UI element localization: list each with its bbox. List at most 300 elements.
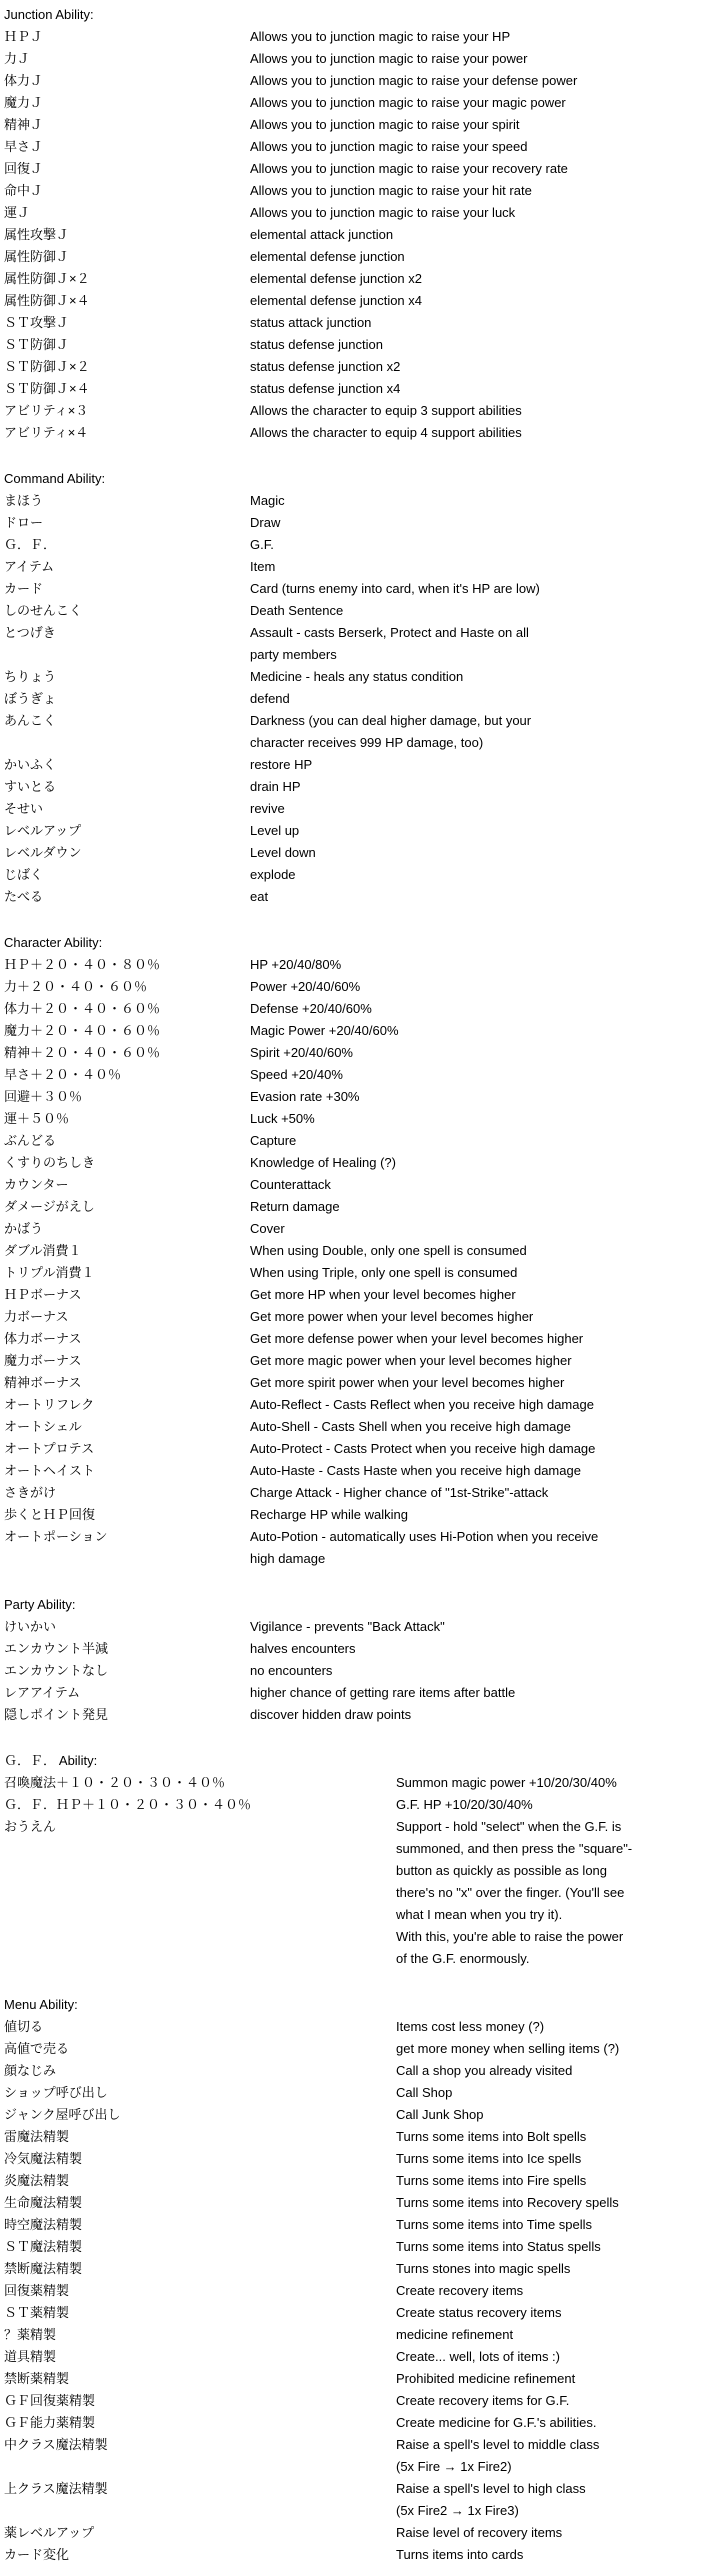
ability-row [4, 954, 718, 976]
ability-description [396, 2170, 718, 2192]
description-line: Card (turns enemy into card, when it's HP are low) [250, 581, 540, 596]
ability-name-jp: ？薬精製 [4, 2327, 57, 2342]
ability-name-jp: ＳＴ魔法精製 [4, 2239, 83, 2254]
ability-row [4, 820, 718, 842]
ability-description [250, 1394, 718, 1416]
ability-row [4, 1020, 718, 1042]
ability-row [4, 2434, 718, 2478]
ability-description [250, 1196, 718, 1218]
description-line: Darkness (you can deal higher damage, but your [250, 713, 532, 728]
ability-row [4, 2302, 718, 2324]
description-line: Turns some items into Fire spells [396, 2173, 587, 2188]
ability-description [250, 512, 718, 534]
ability-name-jp: アイテム [4, 559, 55, 574]
description-line: Call Shop [396, 2085, 453, 2100]
ability-description [250, 1616, 718, 1638]
ability-description [250, 776, 718, 798]
ability-description [250, 1240, 718, 1262]
description-line: get more money when selling items (?) [396, 2041, 620, 2056]
ability-description [250, 114, 718, 136]
ability-row [4, 1350, 718, 1372]
ability-row [4, 2478, 718, 2522]
ability-description [250, 48, 718, 70]
ability-name-jp: 精神ボーナス [4, 1375, 82, 1390]
ability-description [250, 1660, 718, 1682]
ability-name-jp: レアアイテム [4, 1685, 81, 1700]
ability-row [4, 490, 718, 512]
ability-description [250, 954, 718, 976]
ability-description [396, 2236, 718, 2258]
ability-name-jp: トリプル消費１ [4, 1265, 95, 1280]
ability-name-jp: すいとる [4, 779, 57, 794]
ability-name-jp: ＳＴ防御Ｊ×４ [4, 381, 90, 396]
ability-row [4, 2060, 718, 2082]
ability-row [4, 2236, 718, 2258]
ability-row [4, 1638, 718, 1660]
ability-description [250, 1482, 718, 1504]
ability-description [250, 1218, 718, 1240]
description-line: G.F. [250, 537, 274, 552]
ability-description [250, 490, 718, 512]
ability-name-jp: そせい [4, 801, 44, 816]
description-line: Luck +50% [250, 1111, 315, 1126]
ability-description [396, 2082, 718, 2104]
ability-description [396, 2192, 718, 2214]
ability-row [4, 180, 718, 202]
description-line: Evasion rate +30% [250, 1089, 360, 1104]
ability-row [4, 202, 718, 224]
ability-row [4, 158, 718, 180]
description-line: eat [250, 889, 269, 904]
ability-name-jp: 力ボーナス [4, 1309, 69, 1324]
ability-row [4, 1174, 718, 1196]
ability-name-jp: 高値で売る [4, 2041, 70, 2056]
ability-row [4, 1616, 718, 1638]
ability-row [4, 710, 718, 754]
description-line: G.F. HP +10/20/30/40% [396, 1797, 533, 1812]
description-line: elemental defense junction x2 [250, 271, 423, 286]
description-line: Magic Power +20/40/60% [250, 1023, 399, 1038]
ability-description [250, 26, 718, 48]
ability-name-jp: とつげき [4, 625, 56, 640]
description-line: Allows you to junction magic to raise your magic power [250, 95, 566, 110]
ability-name-jp: しのせんこく [4, 603, 83, 618]
ability-description [396, 2148, 718, 2170]
description-line: Turns some items into Recovery spells [396, 2195, 619, 2210]
ability-name-jp: 雷魔法精製 [4, 2129, 70, 2144]
ability-row [4, 114, 718, 136]
description-line: Vigilance - prevents "Back Attack" [250, 1619, 445, 1634]
description-line: Recharge HP while walking [250, 1507, 409, 1522]
ability-row [4, 356, 718, 378]
description-line: higher chance of getting rare items after battle [250, 1685, 516, 1700]
ability-description [250, 224, 718, 246]
description-line: Items cost less money (?) [396, 2019, 545, 2034]
ability-row [4, 2346, 718, 2368]
ability-description [250, 754, 718, 776]
ability-description [396, 2478, 718, 2522]
ability-name-jp: ぼうぎょ [4, 691, 57, 706]
ability-row [4, 1704, 718, 1726]
ability-name-jp: ＳＴ防御Ｊ [4, 337, 70, 352]
ability-name-jp: ぶんどる [4, 1133, 57, 1148]
ability-description [250, 710, 718, 754]
description-line: status defense junction x4 [250, 381, 401, 396]
description-line: high damage [250, 1551, 326, 1566]
description-line: there's no "x" over the finger. (You'll see [396, 1885, 625, 1900]
ability-name-jp: 冷気魔法精製 [4, 2151, 83, 2166]
ability-description [250, 334, 718, 356]
ability-row [4, 268, 718, 290]
ability-description [250, 92, 718, 114]
ability-name-jp: アビリティ×４ [4, 425, 89, 440]
ability-description [250, 578, 718, 600]
ability-row [4, 1086, 718, 1108]
ability-section [4, 1994, 718, 2566]
description-line: elemental attack junction [250, 227, 394, 242]
ability-description [396, 2412, 718, 2434]
description-line: Auto-Shell - Casts Shell when you receive high damage [250, 1419, 571, 1434]
description-line: Allows you to junction magic to raise your defense power [250, 73, 578, 88]
ability-row [4, 378, 718, 400]
description-line: Death Sentence [250, 603, 344, 618]
ability-row [4, 2192, 718, 2214]
ability-name-jp: レベルアップ [4, 823, 82, 838]
ability-description [396, 1772, 718, 1794]
ability-description [396, 2302, 718, 2324]
ability-row [4, 136, 718, 158]
ability-description [250, 378, 718, 400]
description-line: Create... well, lots of items :) [396, 2349, 560, 2364]
ability-list [4, 4, 718, 2566]
ability-description [250, 1020, 718, 1042]
ability-name-jp: かいふく [4, 757, 57, 772]
ability-description [250, 842, 718, 864]
description-line: Capture [250, 1133, 297, 1148]
description-line: Medicine - heals any status condition [250, 669, 464, 684]
ability-row [4, 1108, 718, 1130]
ability-row [4, 534, 718, 556]
ability-description [250, 136, 718, 158]
description-line: Auto-Reflect - Casts Reflect when you receive high damage [250, 1397, 594, 1412]
ability-name-jp: けいかい [4, 1619, 57, 1634]
ability-name-jp: オートシェル [4, 1419, 82, 1434]
ability-row [4, 1438, 718, 1460]
description-line: Level up [250, 823, 300, 838]
ability-description [250, 886, 718, 908]
section-title: Menu Ability: [4, 1997, 78, 2012]
ability-row [4, 422, 718, 444]
ability-name-jp: 中クラス魔法精製 [4, 2437, 108, 2452]
ability-row [4, 798, 718, 820]
ability-row [4, 2038, 718, 2060]
description-line: explode [250, 867, 296, 882]
ability-name-jp: あんこく [4, 713, 57, 728]
ability-row [4, 864, 718, 886]
ability-description [250, 1460, 718, 1482]
ability-row [4, 2126, 718, 2148]
description-line: Auto-Protect - Casts Protect when you receive high damage [250, 1441, 596, 1456]
description-line: HP +20/40/80% [250, 957, 342, 972]
ability-name-jp: ショップ呼び出し [4, 2085, 108, 2100]
ability-row [4, 1816, 718, 1970]
ability-name-jp: 召喚魔法＋１０・２０・３０・４０％ [4, 1775, 226, 1790]
ability-description [396, 2258, 718, 2280]
description-line: Draw [250, 515, 281, 530]
ability-description [250, 864, 718, 886]
ability-name-jp: ＧＦ回復薬精製 [4, 2393, 96, 2408]
ability-name-jp: 隠しポイント発見 [4, 1707, 109, 1722]
description-line: Spirit +20/40/60% [250, 1045, 353, 1060]
ability-description [396, 1794, 718, 1816]
ability-name-jp: 値切る [4, 2019, 44, 2034]
description-line: Return damage [250, 1199, 340, 1214]
ability-row [4, 48, 718, 70]
ability-row [4, 2368, 718, 2390]
description-line: Summon magic power +10/20/30/40% [396, 1775, 617, 1790]
ability-name-jp: 禁断薬精製 [4, 2371, 70, 2386]
description-line: (5x Fire2 → 1x Fire3) [396, 2503, 519, 2518]
ability-name-jp: 体力＋２０・４０・６０％ [4, 1001, 161, 1016]
description-line: Turns items into cards [396, 2547, 524, 2562]
ability-description [396, 2390, 718, 2412]
ability-row [4, 2016, 718, 2038]
ability-name-jp: 運Ｊ [4, 205, 31, 220]
ability-name-jp: オートヘイスト [4, 1463, 95, 1478]
ability-description [250, 1284, 718, 1306]
ability-row [4, 998, 718, 1020]
ability-description [250, 180, 718, 202]
ability-row [4, 1504, 718, 1526]
ability-description [250, 1064, 718, 1086]
ability-description [396, 2544, 718, 2566]
ability-name-jp: オートリフレク [4, 1397, 95, 1412]
ability-name-jp: ドロー [4, 515, 44, 530]
ability-row [4, 1196, 718, 1218]
ability-name-jp: さきがけ [4, 1485, 57, 1500]
description-line: When using Triple, only one spell is consumed [250, 1265, 518, 1280]
ability-name-jp: ダメージがえし [4, 1199, 95, 1214]
description-line: Auto-Haste - Casts Haste when you receive high damage [250, 1463, 581, 1478]
ability-row [4, 1130, 718, 1152]
description-line: Allows you to junction magic to raise your recovery rate [250, 161, 568, 176]
description-line: Raise level of recovery items [396, 2525, 563, 2540]
ability-name-jp: ダブル消費１ [4, 1243, 82, 1258]
ability-description [250, 1682, 718, 1704]
ability-description [250, 158, 718, 180]
ability-row [4, 1262, 718, 1284]
ability-description [250, 290, 718, 312]
description-line: Speed +20/40% [250, 1067, 343, 1082]
ability-row [4, 556, 718, 578]
description-line: Create recovery items for G.F. [396, 2393, 570, 2408]
ability-row [4, 400, 718, 422]
description-line: Assault - casts Berserk, Protect and Haste on all [250, 625, 529, 640]
description-line: Charge Attack - Higher chance of "1st-Strike"-attack [250, 1485, 549, 1500]
ability-description [250, 1108, 718, 1130]
ability-name-jp: 回避＋３０％ [4, 1089, 83, 1104]
description-line: Auto-Potion - automatically uses Hi-Potion when you receive [250, 1529, 599, 1544]
description-line: Turns some items into Ice spells [396, 2151, 582, 2166]
ability-description [250, 1350, 718, 1372]
description-line: of the G.F. enormously. [396, 1951, 530, 1966]
ability-row [4, 2522, 718, 2544]
description-line: Allows you to junction magic to raise your hit rate [250, 183, 532, 198]
ability-section [4, 468, 718, 908]
ability-row [4, 1372, 718, 1394]
description-line: Create medicine for G.F.'s abilities. [396, 2415, 597, 2430]
ability-description [250, 1130, 718, 1152]
ability-description [250, 688, 718, 710]
ability-description [396, 2060, 718, 2082]
ability-row [4, 512, 718, 534]
description-line: status defense junction x2 [250, 359, 401, 374]
ability-row [4, 312, 718, 334]
ability-name-jp: オートプロテス [4, 1441, 95, 1456]
ability-name-jp: レベルダウン [4, 845, 82, 860]
ability-description [250, 798, 718, 820]
ability-description [250, 1438, 718, 1460]
ability-section [4, 1750, 718, 1970]
section-title: Party Ability: [4, 1597, 76, 1612]
ability-name-jp: くすりのちしき [4, 1155, 96, 1170]
ability-row [4, 290, 718, 312]
ability-row [4, 224, 718, 246]
description-line: When using Double, only one spell is consumed [250, 1243, 527, 1258]
ability-name-jp: 体力ボーナス [4, 1331, 82, 1346]
description-line: restore HP [250, 757, 313, 772]
description-line: elemental defense junction x4 [250, 293, 423, 308]
ability-description [250, 998, 718, 1020]
description-line: Prohibited medicine refinement [396, 2371, 576, 2386]
ability-row [4, 1152, 718, 1174]
description-line: Support - hold "select" when the G.F. is [396, 1819, 622, 1834]
ability-name-jp: たべる [4, 889, 44, 904]
description-line: drain HP [250, 779, 301, 794]
ability-name-jp: 早さＪ [4, 139, 44, 154]
ability-row [4, 688, 718, 710]
ability-row [4, 1042, 718, 1064]
ability-description [250, 422, 718, 444]
ability-row [4, 1794, 718, 1816]
ability-row [4, 754, 718, 776]
ability-name-jp: ジャンク屋呼び出し [4, 2107, 121, 2122]
ability-row [4, 2148, 718, 2170]
ability-name-jp: Ｇ．Ｆ．ＨＰ＋１０・２０・３０・４０％ [4, 1797, 252, 1812]
ability-row [4, 886, 718, 908]
ability-name-jp: 力＋２０・４０・６０％ [4, 979, 148, 994]
ability-name-jp: 生命魔法精製 [4, 2195, 83, 2210]
ability-description [250, 1526, 718, 1570]
description-line: Call Junk Shop [396, 2107, 484, 2122]
ability-name-jp: まほう [4, 493, 44, 508]
ability-name-jp: オートポーション [4, 1529, 108, 1544]
ability-description [396, 2214, 718, 2236]
ability-name-jp: カウンター [4, 1177, 69, 1192]
ability-description [250, 246, 718, 268]
ability-row [4, 2258, 718, 2280]
description-line: Item [250, 559, 276, 574]
ability-name-jp: ＳＴ攻撃Ｊ [4, 315, 70, 330]
ability-row [4, 666, 718, 688]
ability-row [4, 600, 718, 622]
description-line: Get more spirit power when your level becomes higher [250, 1375, 565, 1390]
ability-row [4, 70, 718, 92]
ability-name-jp: 禁断魔法精製 [4, 2261, 83, 2276]
ability-description [250, 1372, 718, 1394]
description-line: Allows you to junction magic to raise your power [250, 51, 528, 66]
ability-row [4, 2324, 718, 2346]
ability-section [4, 932, 718, 1570]
ability-row [4, 2544, 718, 2566]
ability-name-jp: 魔力ボーナス [4, 1353, 82, 1368]
description-line: Allows you to junction magic to raise your luck [250, 205, 516, 220]
ability-name-jp: 命中Ｊ [4, 183, 44, 198]
section-title: Character Ability: [4, 935, 103, 950]
ability-description [396, 2522, 718, 2544]
ability-description [250, 70, 718, 92]
ability-name-jp: かばう [4, 1221, 44, 1236]
section-title: Ｇ．Ｆ． Ability: [4, 1753, 98, 1768]
ability-description [250, 1086, 718, 1108]
description-line: Knowledge of Healing (?) [250, 1155, 396, 1170]
ability-row [4, 1682, 718, 1704]
ability-description [250, 622, 718, 666]
ability-description [396, 2280, 718, 2302]
description-line: Allows the character to equip 3 support abilities [250, 403, 522, 418]
description-line: Counterattack [250, 1177, 331, 1192]
ability-row [4, 2082, 718, 2104]
ability-description [250, 600, 718, 622]
ability-name-jp: 運＋５０％ [4, 1111, 70, 1126]
ability-description [250, 1306, 718, 1328]
ability-row [4, 976, 718, 998]
section-title: Command Ability: [4, 471, 106, 486]
ability-row [4, 622, 718, 666]
ability-name-jp: ＨＰ＋２０・４０・８０％ [4, 957, 161, 972]
ability-row [4, 2412, 718, 2434]
ability-row [4, 1526, 718, 1570]
ability-name-jp: カード変化 [4, 2547, 70, 2562]
ability-row [4, 246, 718, 268]
ability-name-jp: アビリティ×３ [4, 403, 89, 418]
ability-name-jp: 時空魔法精製 [4, 2217, 83, 2232]
ability-name-jp: じばく [4, 867, 44, 882]
ability-row [4, 1240, 718, 1262]
description-line: elemental defense junction [250, 249, 405, 264]
ability-description [396, 2104, 718, 2126]
ability-name-jp: 体力Ｊ [4, 73, 44, 88]
description-line: Turns some items into Time spells [396, 2217, 593, 2232]
ability-name-jp: 炎魔法精製 [4, 2173, 70, 2188]
description-line: revive [250, 801, 285, 816]
ability-description [250, 202, 718, 224]
description-line: Power +20/40/60% [250, 979, 361, 994]
ability-name-jp: 魔力＋２０・４０・６０％ [4, 1023, 161, 1038]
description-line: Turns stones into magic spells [396, 2261, 571, 2276]
description-line: Turns some items into Bolt spells [396, 2129, 587, 2144]
ability-section [4, 1594, 718, 1726]
ability-name-jp: ＨＰボーナス [4, 1287, 82, 1302]
ability-name-jp: 上クラス魔法精製 [4, 2481, 108, 2496]
ability-description [396, 2126, 718, 2148]
ability-description [250, 1504, 718, 1526]
ability-name-jp: 回復薬精製 [4, 2283, 70, 2298]
ability-name-jp: 精神Ｊ [4, 117, 44, 132]
ability-row [4, 1218, 718, 1240]
description-line: Create status recovery items [396, 2305, 562, 2320]
description-line: With this, you're able to raise the power [396, 1929, 624, 1944]
